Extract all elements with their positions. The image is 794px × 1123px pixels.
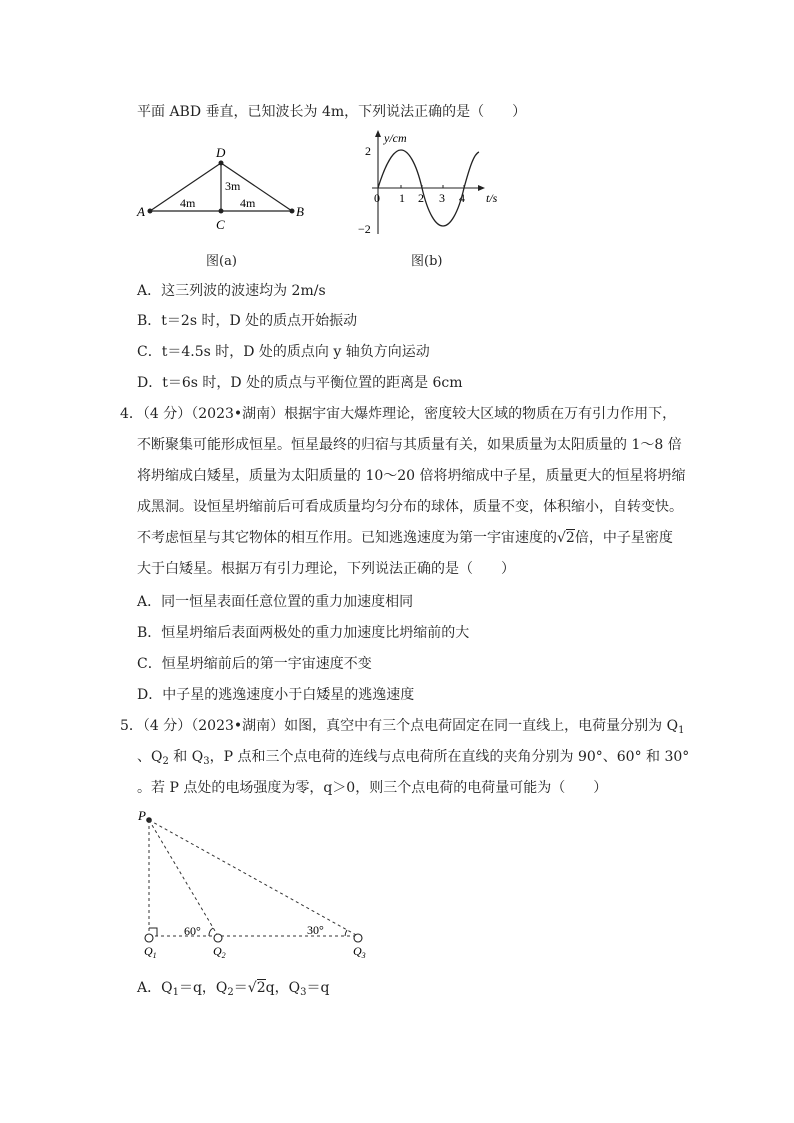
q4-option-a: A．同一恒星表面任意位置的重力加速度相同 <box>137 594 414 610</box>
sqrt2-symbol: √2 <box>557 530 575 546</box>
sqrt2-symbol: √2 <box>247 980 266 996</box>
figure-a-triangle <box>130 140 330 230</box>
q4-stem-line-5: 不考虑恒星与其它物体的相互作用。已知逃逸速度为第一宇宙速度的√2倍，中子星密度 <box>137 530 673 546</box>
label-b: B <box>296 204 304 219</box>
label-q3: $Q_3$ <box>353 944 366 960</box>
q4-stem-line-1: 4．（4 分）（2023•湖南）根据宇宙大爆炸理论，密度较大区域的物质在万有引力作用下， <box>120 406 677 422</box>
q3-option-d: D．t＝6s 时，D 处的质点与平衡位置的距离是 6cm <box>137 375 463 391</box>
q4-option-d: D．中子星的逃逸速度小于白矮星的逃逸速度 <box>137 687 415 703</box>
angle-arc-30 <box>345 930 347 936</box>
x-tick-4: 4 <box>459 191 465 205</box>
label-p: P <box>138 808 146 823</box>
q4-stem-line-6: 大于白矮星。根据万有引力理论，下列说法正确的是（ ） <box>137 561 515 577</box>
q4-stem-line-4: 成黑洞。设恒星坍缩前后可看成质量均匀分布的球体，质量不变，体积缩小，自转变快。 <box>137 499 683 515</box>
point-a <box>148 209 153 214</box>
q3-option-a: A．这三列波的波速均为 2m/s <box>137 283 326 299</box>
label-dc: 3m <box>225 179 241 193</box>
charge-q3 <box>354 934 362 942</box>
angle-arc-60 <box>209 928 213 936</box>
label-ac: 4m <box>180 196 196 210</box>
label-c: C <box>216 217 225 232</box>
charge-q2 <box>214 934 222 942</box>
q5-stem-line-2: 、$Q_2$ 和 $Q_3$，P 点和三个点电荷的连线与点电荷所在直线的夹角分别为 90°、60° 和 30° <box>137 749 690 767</box>
y-axis-arrow <box>375 130 381 137</box>
line-p-q2 <box>149 820 218 936</box>
point-d <box>219 161 224 166</box>
q4-option-c: C．恒星坍缩前后的第一宇宙速度不变 <box>137 656 372 672</box>
x-tick-2: 2 <box>418 191 424 205</box>
q3-option-b: B．t＝2s 时，D 处的质点开始振动 <box>137 313 358 329</box>
label-q1: $Q_1$ <box>144 944 157 960</box>
q3-stem-tail: 平面 ABD 垂直，已知波长为 4m，下列说法正确的是（ ） <box>137 104 527 120</box>
q4-stem-line-3: 将坍缩成白矮星，质量为太阳质量的 10～20 倍将坍缩成中子星，质量更大的恒星将坍缩 <box>137 468 686 484</box>
x-axis-label: t/s <box>486 191 498 205</box>
figure-b-caption: 图(b) <box>411 254 443 269</box>
q3-option-c: C．t＝4.5s 时，D 处的质点向 y 轴负方向运动 <box>137 344 430 360</box>
x-axis-arrow <box>478 185 485 191</box>
q4-stem-line-2: 不断聚集可能形成恒星。恒星最终的归宿与其质量有关，如果质量为太阳质量的 1～8 倍 <box>137 437 682 453</box>
charge-q1 <box>145 934 153 942</box>
label-60: 60° <box>184 924 201 938</box>
origin-label: 0 <box>374 191 380 205</box>
label-a: A <box>137 204 145 219</box>
q5-stem-line-3: 。若 P 点处的电场强度为零，q＞0，则三个点电荷的电荷量可能为（ ） <box>137 780 608 796</box>
x-tick-1: 1 <box>399 191 405 205</box>
y-tick-2: 2 <box>365 144 371 158</box>
point-b <box>290 209 295 214</box>
y-tick-neg2: −2 <box>358 222 371 236</box>
figure-charges <box>134 808 374 958</box>
label-30: 30° <box>307 923 324 937</box>
label-q2: $Q_2$ <box>213 944 226 960</box>
y-axis-label: y/cm <box>384 131 407 145</box>
x-tick-3: 3 <box>439 191 445 205</box>
line-p-q3 <box>149 820 358 936</box>
figure-a-caption: 图(a) <box>206 254 237 269</box>
figure-b-wave-graph <box>358 130 522 240</box>
point-c <box>219 209 224 214</box>
label-d: D <box>216 145 226 160</box>
q5-stem-line-1: 5．（4 分）（2023•湖南）如图，真空中有三个点电荷固定在同一直线上，电荷量分别为 $Q_1$ <box>120 718 685 736</box>
label-cb: 4m <box>240 196 256 210</box>
q4-option-b: B．恒星坍缩后表面两极处的重力加速度比坍缩前的大 <box>137 625 470 641</box>
q5-option-a: A．$Q_1=q$，$Q_2=√2q$，$Q_3=q$ <box>137 980 330 998</box>
